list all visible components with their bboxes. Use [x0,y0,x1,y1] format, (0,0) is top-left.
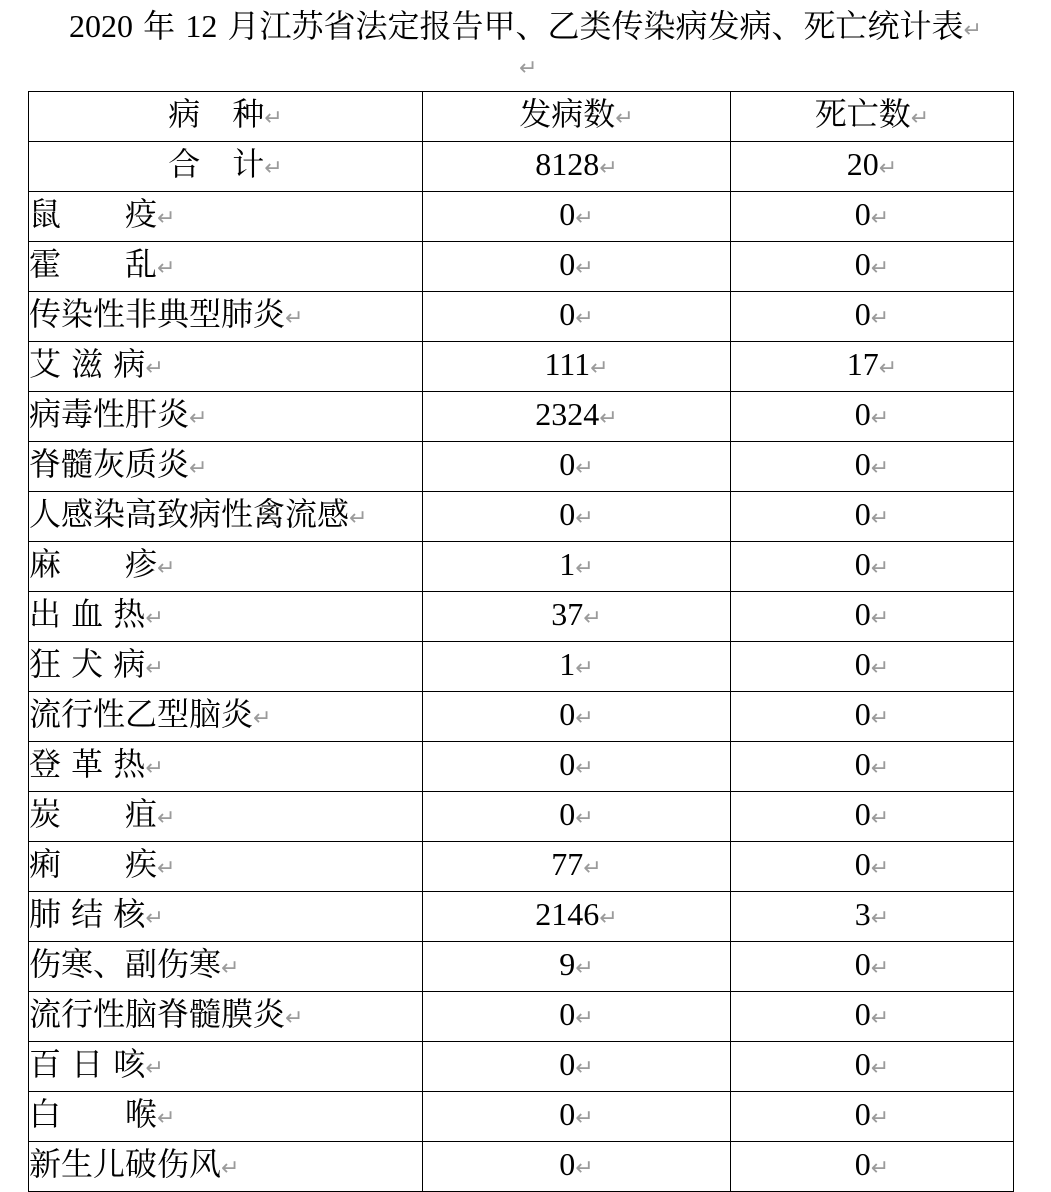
cell-mark-icon: ↵ [599,406,618,431]
cell-mark-icon: ↵ [575,456,594,481]
cell-mark-icon: ↵ [870,656,890,681]
cell-mark-icon: ↵ [145,356,164,381]
empty-paragraph [519,54,537,84]
cell-mark-icon: ↵ [221,956,240,981]
cell-mark-icon: ↵ [583,606,602,631]
deaths-count: 0↵ [731,842,1014,892]
cell-mark-icon: ↵ [870,1106,890,1131]
deaths-count: 17↵ [731,342,1014,392]
cases-count: 111↵ [423,342,731,392]
deaths-count: 0↵ [731,292,1014,342]
cell-mark-icon: ↵ [615,106,634,131]
cell-mark-icon: ↵ [575,706,594,731]
cell-mark-icon: ↵ [590,356,609,381]
disease-name: 麻 疹↵ [29,542,423,592]
disease-name: 鼠 疫↵ [29,192,423,242]
cases-count: 0↵ [423,192,731,242]
table-row [29,592,1014,642]
cell-mark-icon: ↵ [870,606,890,631]
disease-name: 流行性脑脊髓膜炎↵ [29,992,423,1042]
disease-name: 艾 滋 病↵ [29,342,423,392]
cell-mark-icon: ↵ [157,1106,176,1131]
deaths-count: 0↵ [731,942,1014,992]
cell-mark-icon: ↵ [870,806,890,831]
deaths-count: 0↵ [731,542,1014,592]
table-row [29,192,1014,242]
cell-mark-icon: ↵ [870,856,890,881]
cell-mark-icon: ↵ [575,506,594,531]
header-deaths: 死亡数↵ [731,92,1014,142]
cell-mark-icon: ↵ [157,806,176,831]
cell-mark-icon: ↵ [870,1056,890,1081]
cell-mark-icon: ↵ [870,956,890,981]
table-row [29,1142,1014,1192]
deaths-count: 0↵ [731,1042,1014,1092]
cell-mark-icon: ↵ [599,906,618,931]
deaths-count: 0↵ [731,792,1014,842]
cell-mark-icon: ↵ [575,256,594,281]
cell-mark-icon: ↵ [157,856,176,881]
cases-count: 2146↵ [423,892,731,942]
table-row [29,492,1014,542]
cell-mark-icon: ↵ [910,106,930,131]
table-row [29,342,1014,392]
total-label: 合 计↵ [29,142,423,192]
table-body [29,92,1014,1192]
cell-mark-icon: ↵ [145,606,164,631]
cell-mark-icon: ↵ [870,1156,890,1181]
title-year-suffix: 年 [133,7,186,45]
cell-mark-icon: ↵ [157,206,176,231]
cases-count: 9↵ [423,942,731,992]
table-row [29,242,1014,292]
table-row [29,842,1014,892]
cell-mark-icon: ↵ [575,306,594,331]
total-deaths: 20↵ [731,142,1014,192]
deaths-count: 0↵ [731,692,1014,742]
deaths-count: 0↵ [731,442,1014,492]
title-month: 12 [185,8,218,44]
cell-mark-icon: ↵ [575,1106,594,1131]
cell-mark-icon: ↵ [145,756,164,781]
cell-mark-icon: ↵ [349,506,368,531]
table-row [29,392,1014,442]
cell-mark-icon: ↵ [145,1056,164,1081]
cell-mark-icon: ↵ [575,1006,594,1031]
header-row [29,92,1014,142]
table-row [29,642,1014,692]
table-row [29,792,1014,842]
cell-mark-icon: ↵ [870,456,890,481]
deaths-count: 0↵ [731,492,1014,542]
cell-mark-icon: ↵ [870,256,890,281]
disease-name: 流行性乙型脑炎↵ [29,692,423,742]
table-row [29,692,1014,742]
cell-mark-icon: ↵ [264,106,283,131]
table-row [29,292,1014,342]
cases-count: 1↵ [423,542,731,592]
disease-name: 狂 犬 病↵ [29,642,423,692]
cell-mark-icon: ↵ [157,256,176,281]
title-text: 月江苏省法定报告甲、乙类传染病发病、死亡统计表 [217,7,964,45]
paragraph-mark-icon: ↵ [963,18,982,43]
statistics-table [28,91,1014,1192]
cases-count: 0↵ [423,692,731,742]
cell-mark-icon: ↵ [870,756,890,781]
disease-name: 出 血 热↵ [29,592,423,642]
disease-name: 病毒性肝炎↵ [29,392,423,442]
deaths-count: 0↵ [731,1142,1014,1192]
cases-count: 0↵ [423,492,731,542]
cases-count: 2324↵ [423,392,731,442]
paragraph-mark-icon: ↵ [519,56,538,81]
cell-mark-icon: ↵ [870,206,890,231]
deaths-count: 0↵ [731,392,1014,442]
disease-name: 白 喉↵ [29,1092,423,1142]
cell-mark-icon: ↵ [575,1156,594,1181]
title-year: 2020 [69,8,133,44]
cases-count: 1↵ [423,642,731,692]
disease-name: 伤寒、副伤寒↵ [29,942,423,992]
cases-count: 0↵ [423,992,731,1042]
cell-mark-icon: ↵ [870,406,890,431]
cell-mark-icon: ↵ [575,756,594,781]
cell-mark-icon: ↵ [264,156,283,181]
table-row [29,1092,1014,1142]
disease-name: 霍 乱↵ [29,242,423,292]
deaths-count: 0↵ [731,192,1014,242]
cases-count: 0↵ [423,1092,731,1142]
cases-count: 77↵ [423,842,731,892]
deaths-count: 0↵ [731,642,1014,692]
cases-count: 0↵ [423,742,731,792]
disease-name: 肺 结 核↵ [29,892,423,942]
cell-mark-icon: ↵ [583,856,602,881]
header-disease: 病 种↵ [29,92,423,142]
cases-count: 0↵ [423,242,731,292]
disease-name: 脊髓灰质炎↵ [29,442,423,492]
total-row [29,142,1014,192]
deaths-count: 0↵ [731,242,1014,292]
cell-mark-icon: ↵ [575,656,594,681]
cell-mark-icon: ↵ [145,656,164,681]
cases-count: 0↵ [423,792,731,842]
disease-name: 传染性非典型肺炎↵ [29,292,423,342]
cell-mark-icon: ↵ [870,506,890,531]
deaths-count: 0↵ [731,1092,1014,1142]
cases-count: 0↵ [423,1142,731,1192]
cases-count: 37↵ [423,592,731,642]
document-title [0,4,1051,53]
table-row [29,742,1014,792]
disease-name: 登 革 热↵ [29,742,423,792]
table-row [29,942,1014,992]
cell-mark-icon: ↵ [870,1006,890,1031]
cell-mark-icon: ↵ [189,406,208,431]
disease-name: 痢 疾↵ [29,842,423,892]
cell-mark-icon: ↵ [870,306,890,331]
cell-mark-icon: ↵ [285,1006,304,1031]
table-row [29,892,1014,942]
cell-mark-icon: ↵ [253,706,272,731]
disease-name: 炭 疽↵ [29,792,423,842]
cell-mark-icon: ↵ [575,1056,594,1081]
cell-mark-icon: ↵ [599,156,618,181]
deaths-count: 0↵ [731,992,1014,1042]
cell-mark-icon: ↵ [878,156,898,181]
cases-count: 0↵ [423,1042,731,1092]
disease-name: 人感染高致病性禽流感↵ [29,492,423,542]
cell-mark-icon: ↵ [870,706,890,731]
cell-mark-icon: ↵ [870,906,890,931]
disease-name: 百 日 咳↵ [29,1042,423,1092]
cell-mark-icon: ↵ [575,556,594,581]
deaths-count: 3↵ [731,892,1014,942]
cell-mark-icon: ↵ [189,456,208,481]
table-row [29,542,1014,592]
cell-mark-icon: ↵ [575,806,594,831]
deaths-count: 0↵ [731,592,1014,642]
cell-mark-icon: ↵ [145,906,164,931]
cell-mark-icon: ↵ [285,306,304,331]
cell-mark-icon: ↵ [575,956,594,981]
cell-mark-icon: ↵ [221,1156,240,1181]
cases-count: 0↵ [423,442,731,492]
cell-mark-icon: ↵ [157,556,176,581]
table-row [29,442,1014,492]
table-row [29,992,1014,1042]
deaths-count: 0↵ [731,742,1014,792]
cell-mark-icon: ↵ [870,556,890,581]
total-cases: 8128↵ [423,142,731,192]
header-cases: 发病数↵ [423,92,731,142]
cell-mark-icon: ↵ [575,206,594,231]
disease-name: 新生儿破伤风↵ [29,1142,423,1192]
cases-count: 0↵ [423,292,731,342]
cell-mark-icon: ↵ [878,356,898,381]
table-row [29,1042,1014,1092]
